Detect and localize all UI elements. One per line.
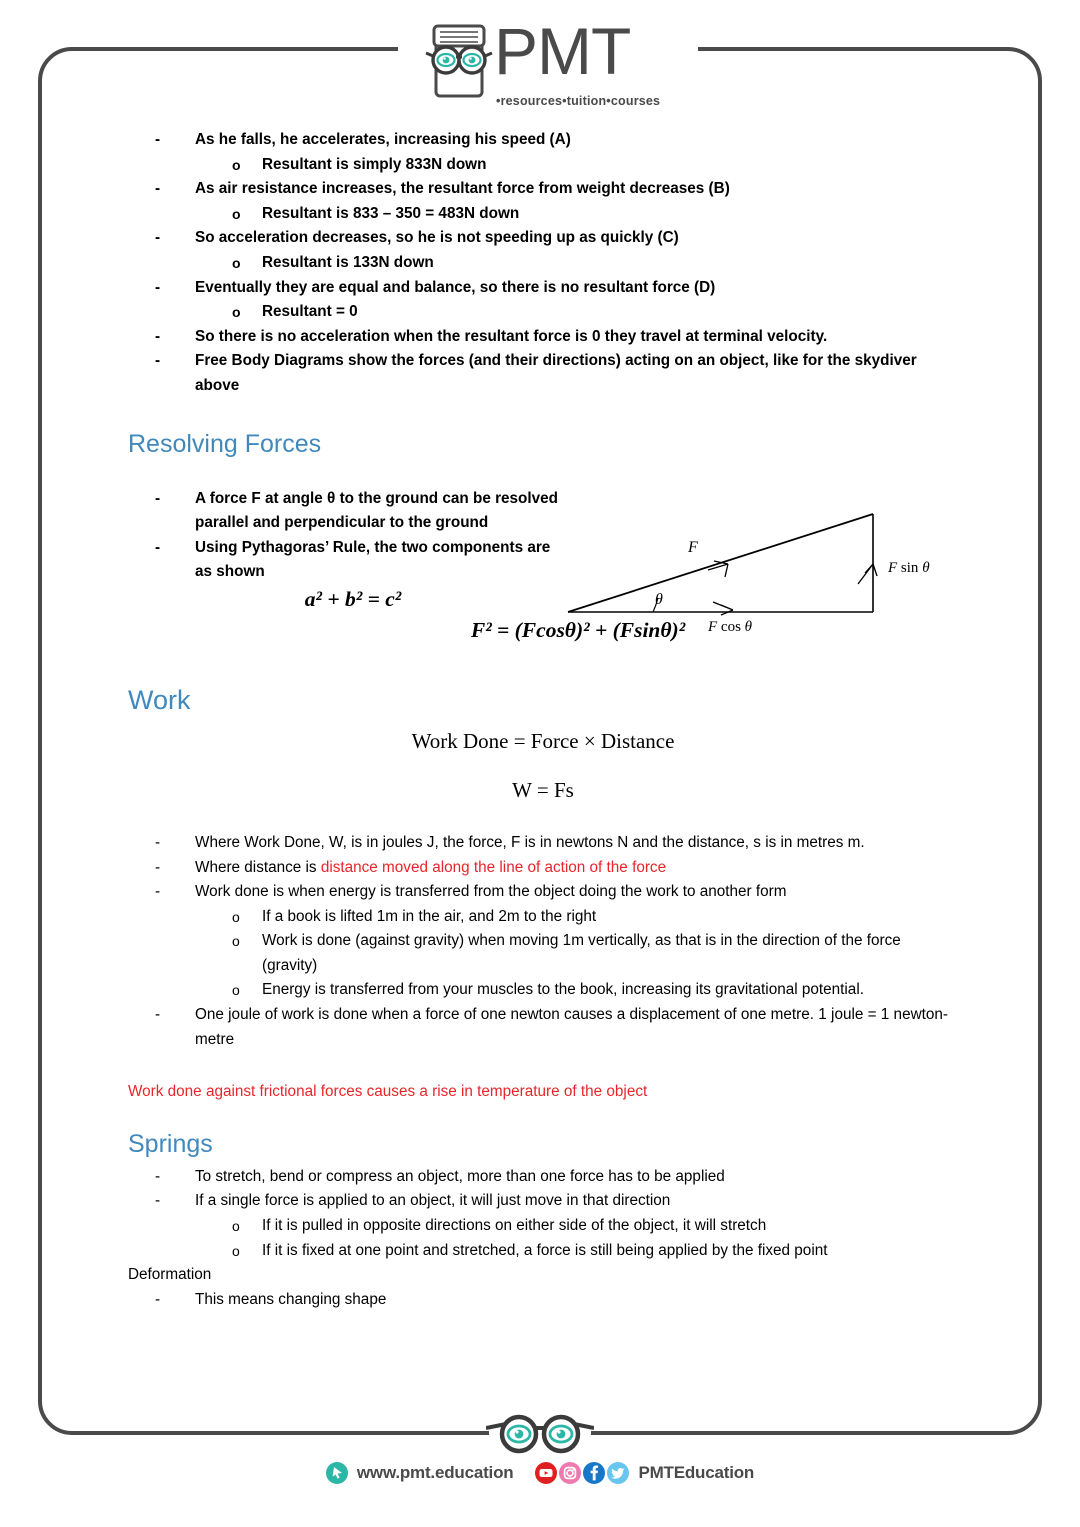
sub-bullet-item: [232, 153, 958, 178]
resolving-forces-list: [128, 487, 568, 585]
bullet-text: to the ground can be resolved parallel and perpendicular to the ground: [195, 489, 559, 532]
twitter-icon[interactable]: [607, 1462, 629, 1484]
document-content: [128, 128, 958, 1312]
highlight-text: distance moved along the line of action of the force: [320, 858, 667, 876]
bullet-text: force from weight: [492, 180, 630, 198]
label-force-sin: F sin θ: [888, 559, 930, 576]
footer-social-label: PMTEducation: [638, 1463, 755, 1482]
top-notes-list: [128, 128, 958, 399]
bullet-text: resultant force (D): [579, 278, 716, 296]
bullet-text: Where distance is: [195, 858, 321, 876]
bullet-text: Energy is transferred from your muscles to the book, increasing its gravitational potential.: [262, 981, 864, 999]
cursor-icon: [326, 1462, 348, 1484]
bullet-text: One joule of work is done when a force of one newton causes a displacement of one metre. 1 joule = 1 newton-metre: [195, 1006, 948, 1048]
heading-springs: Springs: [128, 1129, 213, 1158]
sub-bullet-item: [232, 1239, 958, 1264]
work-notes-list: [128, 831, 958, 1052]
emphasis-text: decreases: [629, 180, 705, 198]
bullet-item: [155, 1189, 958, 1214]
bullet-text: If a single force is applied to an object, it will just move in that direction: [195, 1192, 671, 1210]
pmt-logo: [420, 16, 670, 116]
page-footer: [0, 1462, 1080, 1489]
bullet-item: [155, 226, 958, 251]
bullet-text: (B): [704, 180, 730, 198]
bullet-text: Resultant is 833 – 350 = 483N down: [262, 204, 520, 222]
bullet-item: [155, 276, 958, 301]
emphasis-text: no: [560, 278, 580, 296]
bullet-item: [155, 128, 958, 153]
label-angle-theta: θ: [655, 590, 663, 608]
bullet-text: If it is pulled in opposite directions on either side of the object, it will stretch: [262, 1217, 767, 1235]
bullet-text: Free Body Diagrams show the forces (and their directions) acting on an object, like for the skydiver above: [195, 352, 917, 394]
bullet-text: Resultant is 133N down: [262, 253, 434, 271]
label-force-cos: F cos θ: [708, 618, 753, 632]
bullet-item: [155, 487, 568, 536]
sub-bullet-item: [232, 1214, 958, 1239]
footer-glasses-icon: [486, 1414, 594, 1458]
footer-website-label: www.pmt.education: [356, 1463, 514, 1482]
emphasis-text: resultant: [428, 180, 493, 198]
sub-bullet-item: [232, 978, 958, 1003]
bullet-text: A force F at angle: [195, 489, 328, 507]
bullet-text: Work done is when energy is transferred from the object doing the work to another form: [195, 883, 787, 901]
heading-resolving-forces: Resolving Forces: [128, 429, 322, 458]
instagram-icon[interactable]: [559, 1462, 581, 1484]
sub-bullet-item: [232, 905, 958, 930]
emphasis-text: θ: [327, 489, 336, 507]
bullet-text: If it is fixed at one point and stretched, a force is still being applied by the fixed point: [262, 1241, 828, 1259]
bullet-text: Using Pythagoras’ Rule, the two components are as shown: [195, 538, 551, 581]
footer-website-group[interactable]: [326, 1462, 514, 1484]
sub-bullet-item: [232, 300, 958, 325]
bullet-text: acceleration when the resultant force is 0 they travel at terminal velocity.: [296, 327, 828, 345]
bullet-item: [155, 880, 958, 905]
heading-work: Work: [128, 684, 191, 715]
bullet-text: Resultant is simply 833N down: [262, 155, 487, 173]
bullet-item: [155, 1288, 958, 1313]
bullet-item: [155, 856, 958, 881]
bullet-item: [155, 1165, 958, 1190]
force-triangle-diagram: [558, 492, 958, 632]
bullet-text: As air resistance increases, the: [195, 180, 428, 198]
formula-pythagoras: a² + b² = c²: [304, 586, 402, 611]
bullet-text: To stretch, bend or compress an object, more than one force has to be applied: [195, 1167, 725, 1185]
formula-work-symbols: W = Fs: [512, 777, 574, 802]
label-force-hypotenuse: F: [688, 538, 698, 556]
bullet-text: Work is done (against gravity) when moving 1m vertically, as that is in the direction of the force (gravity): [262, 932, 901, 974]
bullet-item: [155, 325, 958, 350]
bullet-item: [155, 536, 568, 585]
bullet-item: [155, 1003, 958, 1052]
bullet-text: If a book is lifted 1m in the air, and 2m to the right: [262, 907, 597, 925]
bullet-text: So there is: [195, 327, 278, 345]
bullet-text: Where Work Done, W, is in joules J, the force, F is in newtons N and the distance, s is in metres m.: [195, 833, 865, 851]
footer-social-group[interactable]: [535, 1462, 754, 1484]
deformation-label: Deformation: [128, 1266, 212, 1284]
formula-work-words: Work Done = Force × Distance: [411, 728, 675, 753]
bullet-text: As he falls, he accelerates, increasing his speed (A): [195, 131, 571, 148]
friction-note: Work done against frictional forces causes a rise in temperature of the object: [128, 1083, 648, 1101]
sub-bullet-item: [232, 202, 958, 227]
bullet-text: Resultant = 0: [262, 303, 358, 321]
emphasis-text: no: [277, 327, 297, 345]
logo-wordmark: PMT: [494, 14, 631, 88]
bullet-item: [155, 349, 958, 398]
facebook-icon[interactable]: [583, 1462, 605, 1484]
logo-tagline: •resources•tuition•courses: [496, 94, 661, 108]
formula-resolved-components: F² = (Fcosθ)² + (Fsinθ)²: [470, 617, 686, 642]
springs-notes-list: [128, 1165, 958, 1263]
bullet-text: This means changing shape: [195, 1290, 387, 1308]
sub-bullet-item: [232, 929, 958, 978]
bullet-item: [155, 831, 958, 856]
sub-bullet-item: [232, 251, 958, 276]
deformation-notes-list: [128, 1288, 958, 1313]
bullet-item: [155, 177, 958, 202]
bullet-text: Eventually they are equal and balance, so there is: [195, 278, 561, 296]
youtube-icon[interactable]: [535, 1462, 557, 1484]
bullet-text: So acceleration decreases, so he is not speeding up as quickly (C): [195, 229, 679, 247]
